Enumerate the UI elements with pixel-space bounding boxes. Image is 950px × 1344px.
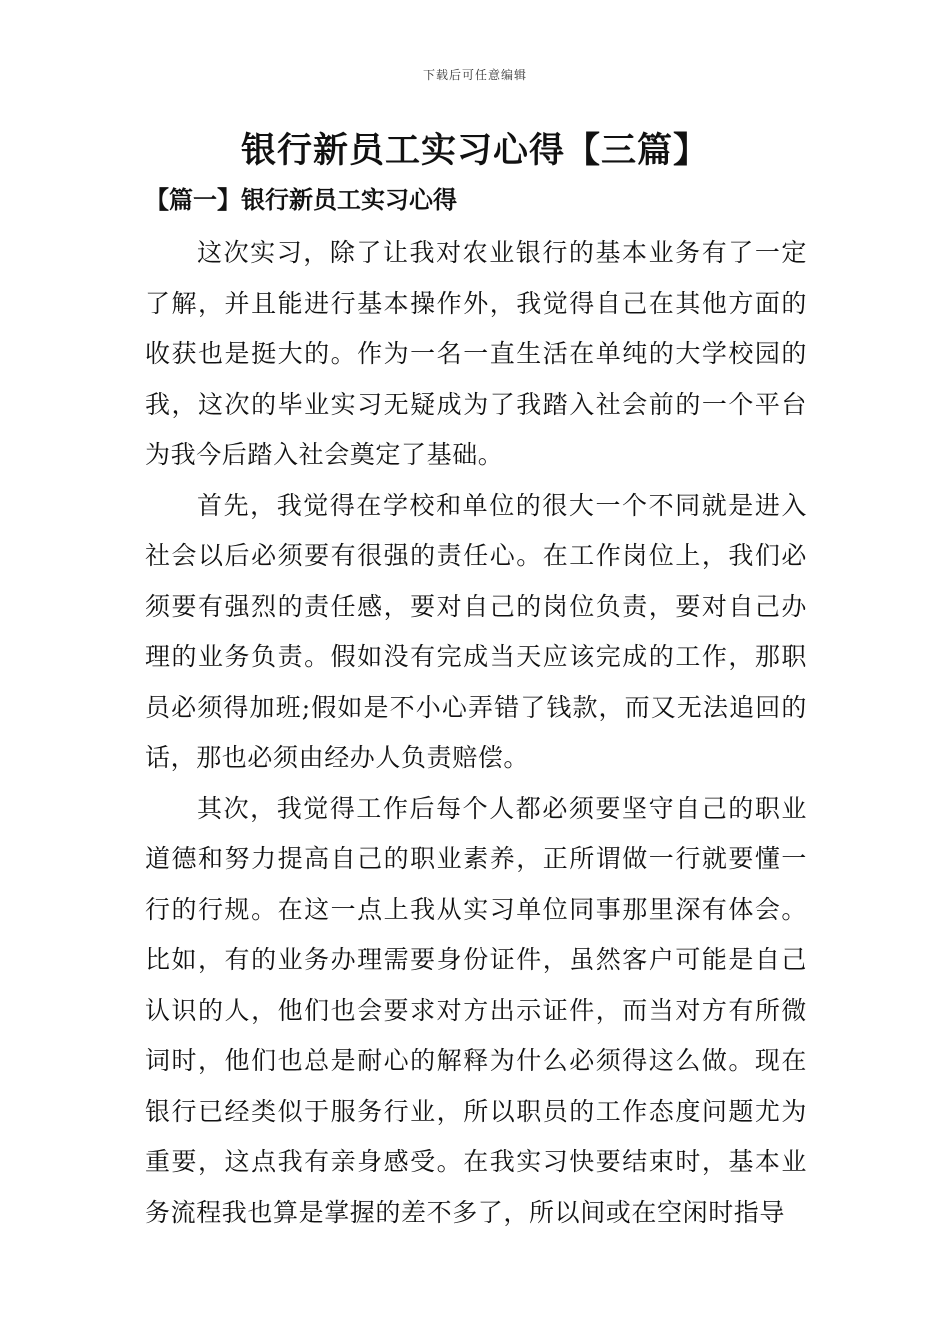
header-note: 下载后可任意编辑 xyxy=(422,68,527,82)
paragraph-2: 首先，我觉得在学校和单位的很大一个不同就是进入社会以后必须要有很强的责任心。在工作岗位上，我们必须要有强烈的责任感，要对自己的岗位负责，要对自己办理的业务负责。假如没有完成当天应该完成的工作，那职员必须得加班;假如是不小心弄错了钱款，而又无法追回的话，那也必须由经办人负责赔偿。 xyxy=(145,490,807,772)
section-heading: 【篇一】银行新员工实习心得 xyxy=(145,185,457,214)
body-text xyxy=(145,228,807,1238)
paragraph-3: 其次，我觉得工作后每个人都必须要坚守自己的职业道德和努力提高自己的职业素养，正所谓做一行就要懂一行的行规。在这一点上我从实习单位同事那里深有体会。比如，有的业务办理需要身份证件，虽然客户可能是自己认识的人，他们也会要求对方出示证件，而当对方有所微词时，他们也总是耐心的解释为什么必须得这么做。现在银行已经类似于服务行业，所以职员的工作态度问题尤为重要，这点我有亲身感受。在我实习快要结束时，基本业务流程我也算是掌握的差不多了，所以间或在空闲时指导 xyxy=(145,793,807,1227)
paragraph-1: 这次实习，除了让我对农业银行的基本业务有了一定了解，并且能进行基本操作外，我觉得自己在其他方面的收获也是挺大的。作为一名一直生活在单纯的大学校园的我，这次的毕业实习无疑成为了我踏入社会前的一个平台为我今后踏入社会奠定了基础。 xyxy=(145,238,807,469)
document-title: 银行新员工实习心得【三篇】 xyxy=(240,130,709,171)
